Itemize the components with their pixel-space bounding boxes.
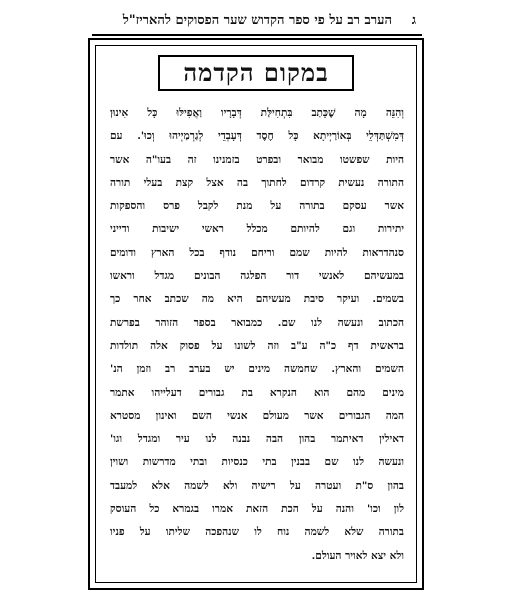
text-line: יתירות וגם להיותם מכלל ראשי ישיבות ודייני [110, 223, 404, 236]
text-line: וְהִנֵּה מָה שֶׁכָּתַב בִּתְחִילַּת דְּבָרָיו וַאֲפִילּוּ כָּל אִינוּן [110, 107, 404, 119]
text-line: המה הגבורים אשר מעולם אנשי השם ואינון מסטרא [110, 409, 404, 422]
text-line: בשמים. ועיקר סיבת מעשיהם היא מה שכתב אחר כך [110, 293, 404, 306]
text-line: ונעשה לנו שם בבנין בתי כנסיות ובתי מדרשות ושוין [110, 456, 404, 469]
text-line: דְּמִשְׁתַּדְּלֵי בְּאוֹרַיְיתָא כָּל חֶסֶד דְּעָבְדֵי לְגַרְמַיְיהוּ וְכוּ'. עם [110, 130, 404, 143]
text-line-last: ולא יצא לאויר העולם. [311, 549, 404, 562]
text-line: היות שפשטו מבואר ובפרט בזמנינו זה בעו"ה אשר [110, 153, 404, 166]
text-line: לון וכו' והנה על הכת הזאת אמרו בגמרא כל העוסק [110, 503, 404, 516]
running-title: הערב רב על פי ספר הקדוש שער הפסוקים להאריז"ל [122, 13, 392, 28]
text-line: הכתוב ונעשה לנו שם. כמבואר בספר הזוהר בפרשת [110, 316, 404, 329]
text-line: בהון ס"ת ועטרה על רישיה ולא לשמה אלא למעבד [110, 479, 404, 492]
title-box [158, 55, 354, 91]
text-line: בתורה שלא לשמה נוח לו שנהפכה שליתו על פניו [110, 526, 404, 539]
text-line: מינים מהם הוא הנקרא בת גבורים דעלייהו אתמר [110, 386, 404, 399]
page-number: ג [411, 13, 416, 28]
text-line: השמים והארץ. שחמשה מינים יש בערב רב וזמן הנ' [110, 363, 404, 376]
text-line: התורה נעשית קרדום לחתוך בה אצל קצת בעלי תורה [110, 176, 404, 189]
text-line: סנהדראות להיות שמם וריחם נודף בכל הארץ ודומים [110, 246, 404, 259]
text-line: דאילין דאיתמר בהון הבה נבנה לנו עיר ומגדל וגו' [110, 433, 404, 446]
text-line: בראשית דף כ"ה ע"ב וזה לשונו על פסוק אלה תולדות [110, 339, 404, 352]
text-line: במעשיהם לאנשי דור הפלגה הבונים מגדל וראשו [110, 270, 404, 283]
body-text [110, 102, 404, 568]
text-line: אשר עסקם בתורה על מנת לקבל פרס והספקות [110, 200, 404, 213]
running-header [92, 6, 422, 36]
page-title: במקום הקדמה [183, 58, 329, 87]
